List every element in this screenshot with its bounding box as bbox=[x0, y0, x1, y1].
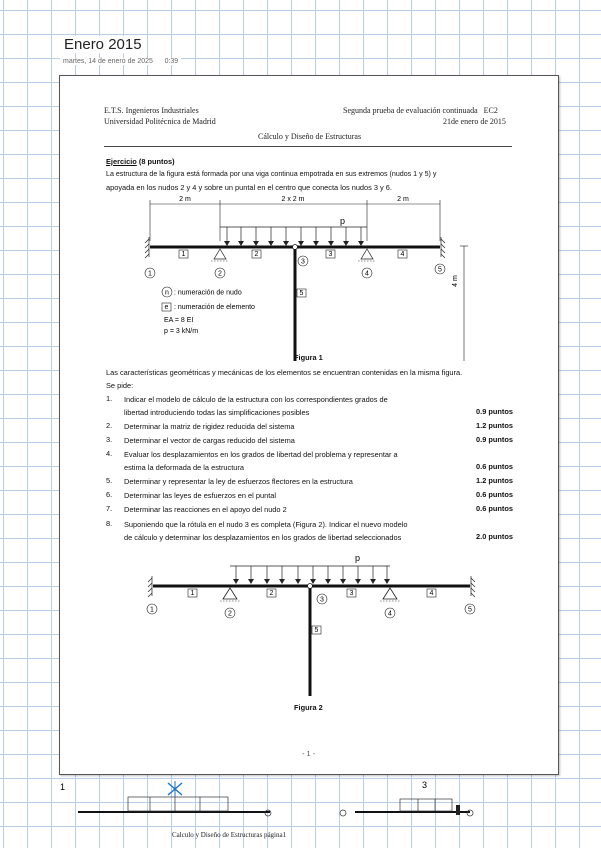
fig1-elem-2: 2 bbox=[254, 251, 259, 258]
legend-elem-text: : numeración de elemento bbox=[174, 304, 255, 311]
q6-points: 0.6 puntos bbox=[476, 490, 513, 499]
fig1-elem-4: 4 bbox=[400, 251, 405, 258]
fig2-fixed-left bbox=[148, 576, 152, 597]
q3-number: 3. bbox=[106, 435, 113, 444]
header-exam bbox=[343, 106, 498, 115]
note-date bbox=[60, 58, 181, 65]
figure-1-caption: Figura 1 bbox=[294, 353, 323, 362]
fig2-node-5: 5 bbox=[468, 606, 472, 614]
footer-caption: Calculo y Diseño de Estructuras página1 bbox=[172, 831, 287, 839]
strip-node-a: 1 bbox=[60, 782, 66, 792]
header-school: E.T.S. Ingenieros Industriales bbox=[104, 106, 199, 115]
fig1-node-5: 5 bbox=[438, 266, 442, 274]
exercise-heading bbox=[106, 156, 175, 167]
legend-node-text: : numeración de nudo bbox=[174, 289, 242, 297]
q4-line-1: Evaluar los desplazamientos en los grados de libertad del problema y representar a bbox=[124, 450, 398, 459]
q6-number: 6. bbox=[106, 490, 113, 499]
fig1-dim-right: 2 m bbox=[397, 196, 409, 203]
q2-points: 1.2 puntos bbox=[476, 421, 513, 430]
fig2-fixed-right bbox=[471, 576, 475, 597]
properties-line-2: Se pide: bbox=[106, 381, 134, 390]
next-page-strip bbox=[0, 775, 601, 825]
fig1-load-arrows bbox=[227, 227, 361, 244]
properties-line-1: Las características geométricas y mecánicas de los elementos se encuentran contenidas en la misma figura. bbox=[106, 368, 463, 377]
q6-line-1: Determinar las leyes de esfuerzos en el puntal bbox=[124, 491, 276, 500]
q1-line-2: libertad introduciendo todas las simplificaciones posibles bbox=[124, 408, 310, 417]
q5-number: 5. bbox=[106, 476, 113, 485]
fig1-elem-3: 3 bbox=[328, 251, 333, 258]
fig2-elem-4: 4 bbox=[429, 590, 434, 597]
figure-2-diagram bbox=[60, 546, 558, 696]
q4-line-2: estima la deformada de la estructura bbox=[124, 463, 244, 472]
q7-points: 0.6 puntos bbox=[476, 504, 513, 513]
exercise-intro-1: La estructura de la figura está formada por una viga continua empotrada en sus extremos (nudos 1 y 5) y bbox=[106, 170, 437, 178]
q7-line-1: Determinar las reacciones en el apoyo del nudo 2 bbox=[124, 505, 287, 514]
fig1-support-2 bbox=[214, 249, 226, 259]
header-date: 21de enero de 2015 bbox=[443, 117, 506, 126]
note-time: 0:39 bbox=[164, 58, 179, 65]
fig1-node-4: 4 bbox=[365, 270, 369, 278]
fig1-fixed-right bbox=[441, 237, 445, 258]
fig1-support-4 bbox=[361, 249, 373, 259]
fig1-node-2: 2 bbox=[218, 270, 222, 278]
q8-points: 2.0 puntos bbox=[476, 532, 513, 541]
exercise-title: Ejercicio bbox=[106, 157, 137, 166]
q4-number: 4. bbox=[106, 449, 113, 458]
legend-elem-symbol: e bbox=[164, 304, 169, 311]
note-title: Enero 2015 bbox=[60, 36, 146, 53]
fig1-hinge-3 bbox=[293, 245, 298, 250]
q7-number: 7. bbox=[106, 504, 113, 513]
fig1-fixed-left bbox=[145, 237, 149, 258]
header-code: EC2 bbox=[483, 106, 498, 115]
fig2-node-2: 2 bbox=[228, 610, 232, 618]
fig2-support-2 bbox=[223, 588, 237, 599]
legend-node-symbol: n bbox=[165, 289, 169, 297]
header-university: Universidad Politécnica de Madrid bbox=[104, 117, 216, 126]
q1-line-1: Indicar el modelo de cálculo de la estructura con los correspondientes grados de bbox=[124, 395, 388, 404]
q4-points: 0.6 puntos bbox=[476, 462, 513, 471]
q2-line-1: Determinar la matriz de rigidez reducida del sistema bbox=[124, 422, 295, 431]
fig1-elem-1: 1 bbox=[181, 251, 186, 258]
figure-2-caption: Figura 2 bbox=[294, 703, 323, 712]
q8-line-1: Suponiendo que la rótula en el nudo 3 es completa (Figura 2). Indicar el nuevo modelo bbox=[124, 520, 408, 529]
fig1-dim-vert: 4 m bbox=[452, 275, 459, 287]
q1-number: 1. bbox=[106, 394, 113, 403]
fig2-elem-2: 2 bbox=[269, 590, 274, 597]
q3-line-1: Determinar el vector de cargas reducido del sistema bbox=[124, 436, 295, 445]
strip-node-b: 3 bbox=[422, 780, 428, 790]
fig1-load-label: p bbox=[340, 216, 346, 226]
fig1-p-value: p = 3 kN/m bbox=[164, 328, 199, 335]
q5-points: 1.2 puntos bbox=[476, 476, 513, 485]
page-number: - 1 - bbox=[302, 749, 316, 758]
q5-line-1: Determinar y representar la ley de esfuerzos flectores en la estructura bbox=[124, 477, 353, 486]
q2-number: 2. bbox=[106, 421, 113, 430]
fig2-load-label: p bbox=[355, 553, 361, 563]
q1-points: 0.9 puntos bbox=[476, 407, 513, 416]
fig2-elem-3: 3 bbox=[349, 590, 354, 597]
q8-line-2: de cálculo y determinar los desplazamientos en los grados de libertad seleccionados bbox=[124, 533, 402, 542]
exercise-intro-2: apoyada en los nudos 2 y 4 y sobre un puntal en el centro que conecta los nudos 3 y 6. bbox=[106, 183, 392, 192]
fig1-ea: EA = 8 EI bbox=[164, 317, 194, 324]
fig1-node-1: 1 bbox=[148, 270, 152, 278]
fig1-elem-5: 5 bbox=[299, 290, 304, 297]
exercise-points: (8 puntos) bbox=[138, 157, 175, 166]
header-divider bbox=[104, 146, 512, 147]
q3-points: 0.9 puntos bbox=[476, 435, 513, 444]
fig1-node-3: 3 bbox=[301, 258, 305, 266]
fig1-dim-mid: 2 x 2 m bbox=[281, 196, 305, 203]
fig2-elem-1: 1 bbox=[190, 590, 195, 597]
fig2-node-1: 1 bbox=[150, 606, 154, 614]
fig2-elem-5: 5 bbox=[314, 627, 319, 634]
q8-number: 8. bbox=[106, 519, 113, 528]
fig2-node-3: 3 bbox=[320, 596, 324, 604]
fig2-support-4 bbox=[383, 588, 397, 599]
fig2-hinge-3 bbox=[308, 584, 313, 589]
document-page bbox=[59, 75, 559, 775]
header-course: Cálculo y Diseño de Estructuras bbox=[258, 132, 362, 141]
figure-1-diagram bbox=[60, 191, 558, 361]
note-date-text: martes, 14 de enero de 2025 bbox=[63, 58, 153, 65]
fig2-node-4: 4 bbox=[388, 610, 392, 618]
header-exam-text: Segunda prueba de evaluación continuada bbox=[343, 106, 478, 115]
fig1-dim-left: 2 m bbox=[179, 196, 191, 203]
